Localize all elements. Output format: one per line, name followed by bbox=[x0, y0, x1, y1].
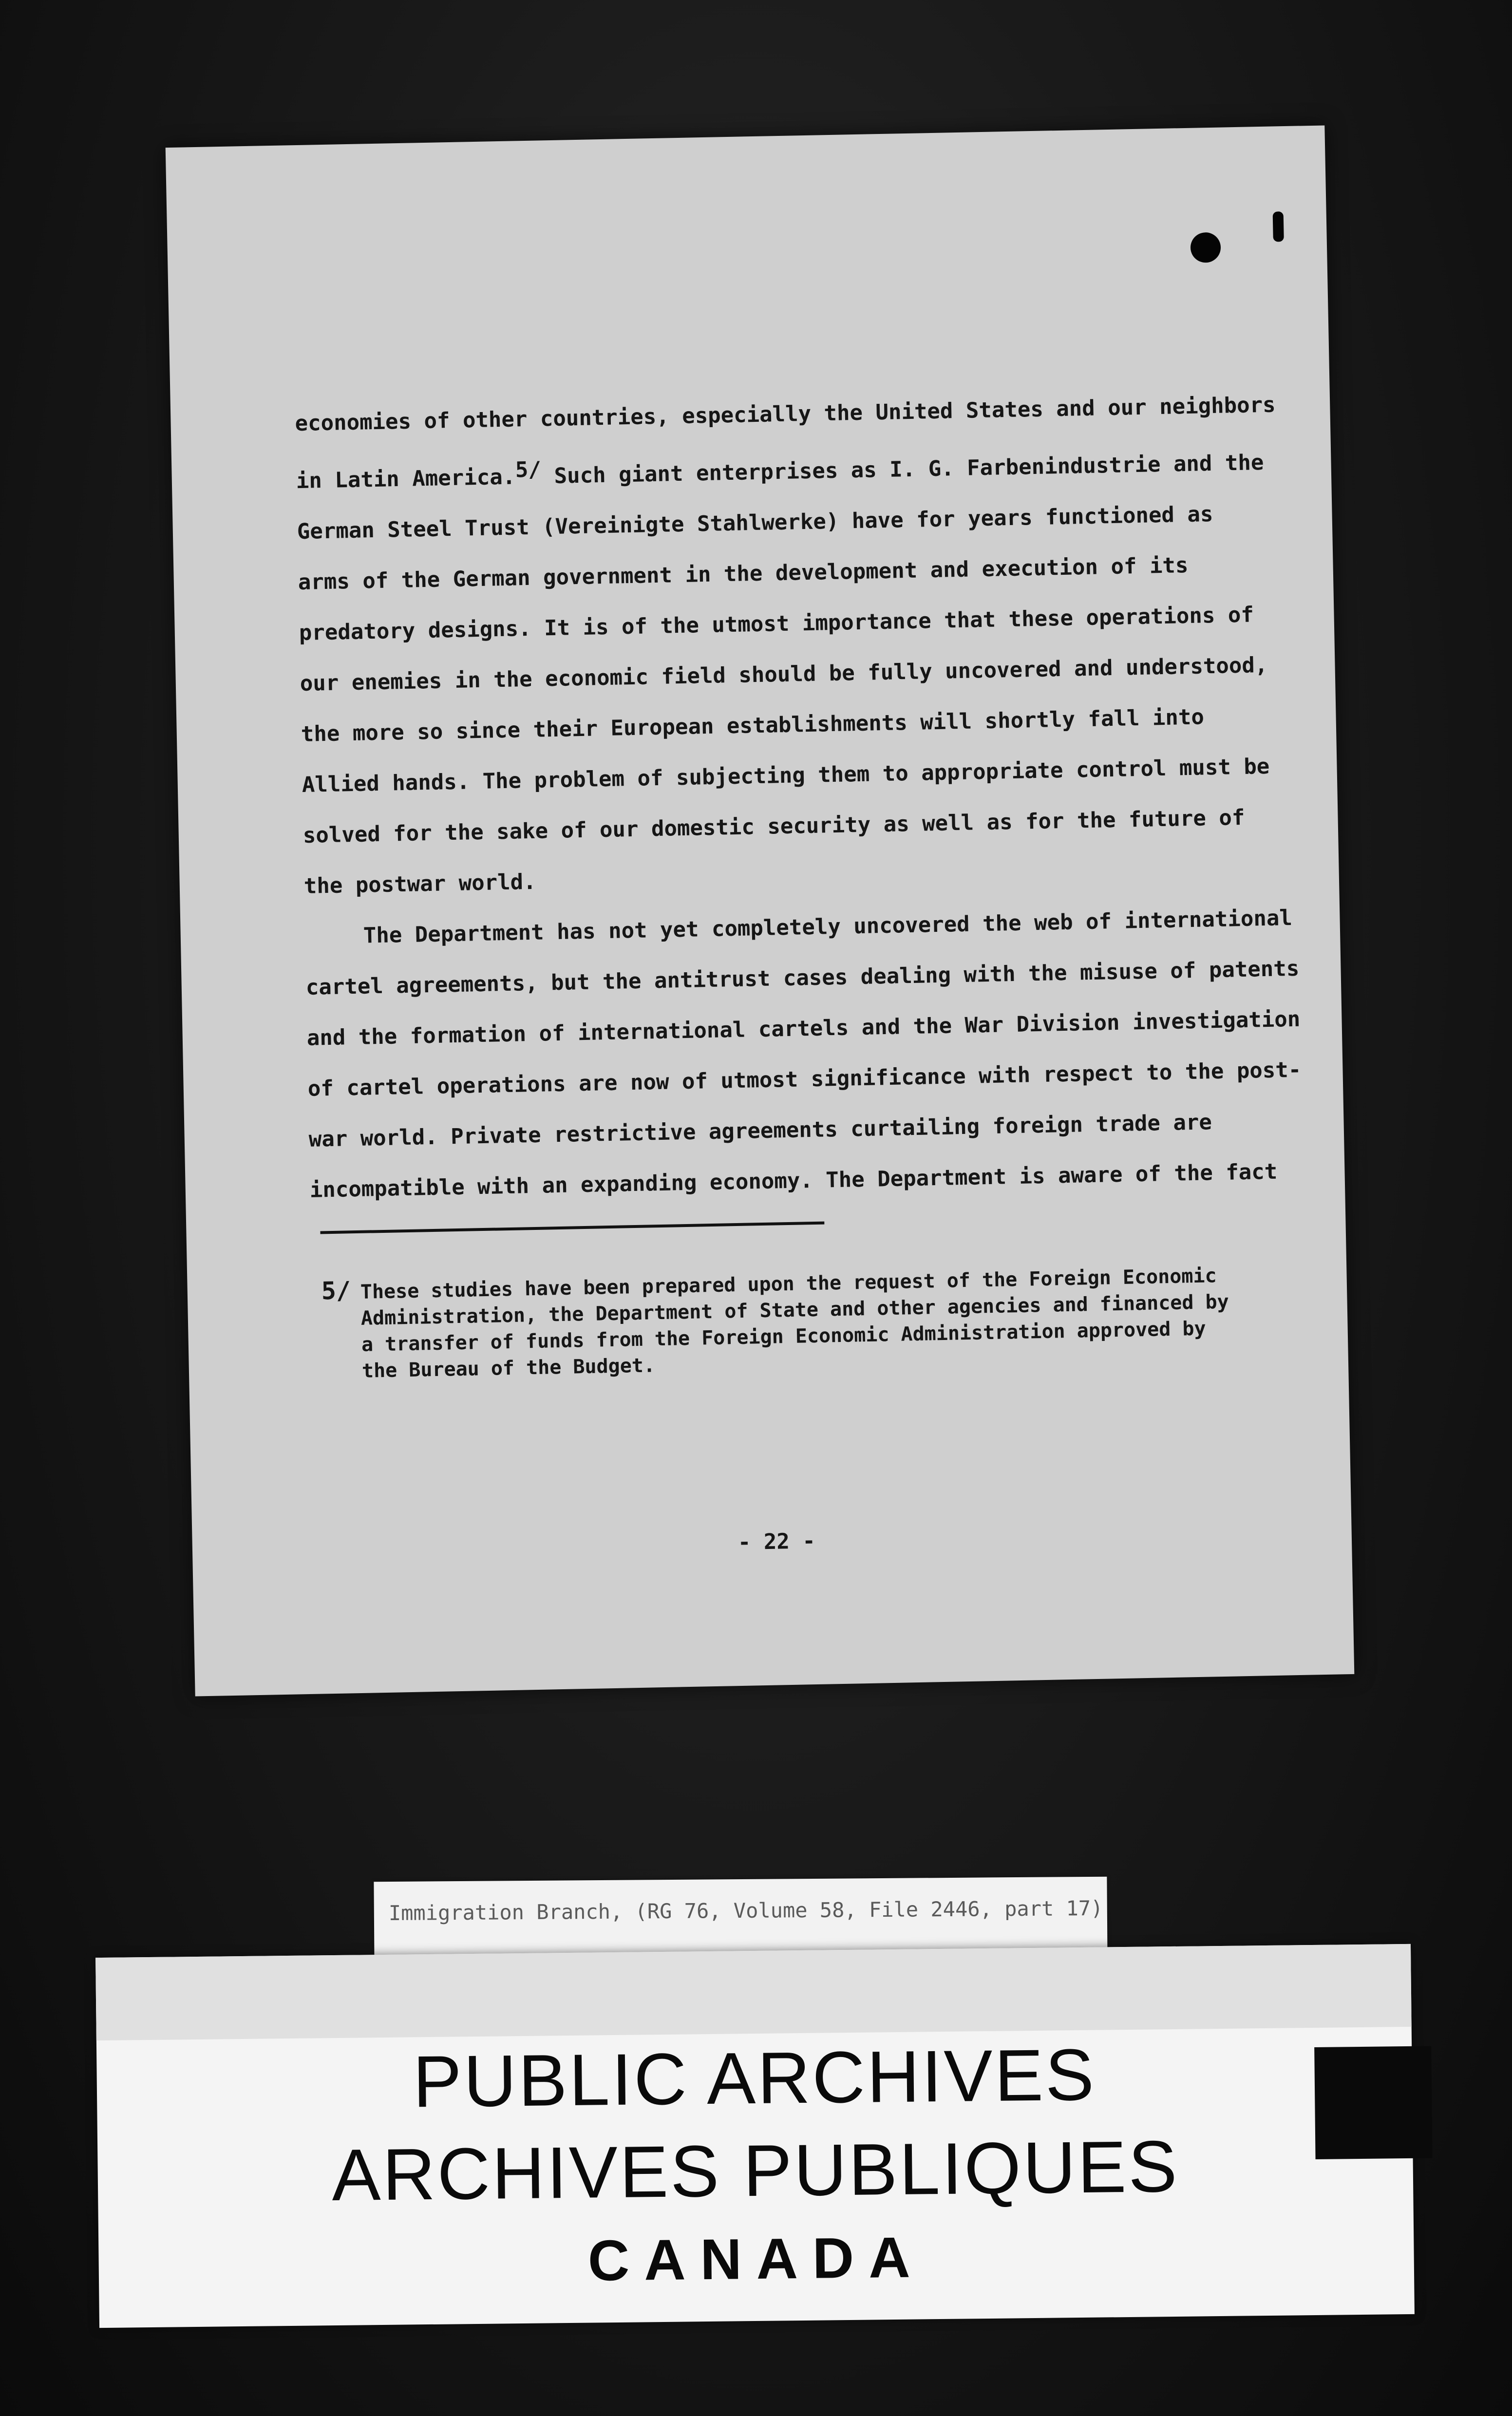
body-line: incompatible with an expanding economy. The Department is aware of the fact bbox=[309, 1159, 1278, 1203]
stamp-line-country: CANADA bbox=[587, 2225, 925, 2293]
body-line: the postwar world. bbox=[303, 869, 537, 899]
body-line: Allied hands. The problem of subjecting them to appropriate control must be bbox=[302, 754, 1270, 797]
staple-mark bbox=[1273, 211, 1284, 242]
body-line: cartel agreements, but the antitrust cases dealing with the misuse of patents bbox=[305, 956, 1300, 1000]
body-line: arms of the German government in the development and execution of its bbox=[298, 552, 1189, 595]
stamp-line-french: ARCHIVES PUBLIQUES bbox=[331, 2125, 1180, 2216]
archive-stamp-card bbox=[95, 1944, 1415, 2328]
body-line: in Latin America.$^{5/}$ Such giant enterprises as I. G. Farbenindustrie and the bbox=[296, 450, 1264, 494]
footnote-divider bbox=[320, 1222, 824, 1234]
body-line: solved for the sake of our domestic security as well as for the future of bbox=[302, 805, 1245, 848]
body-line: and the formation of international cartels and the War Division investigation bbox=[306, 1006, 1301, 1051]
body-text bbox=[295, 381, 1302, 1216]
stamp-top-strip bbox=[95, 1944, 1412, 2040]
body-line: of cartel operations are now of utmost significance with respect to the post- bbox=[307, 1057, 1302, 1101]
footnote-mark: 5/ bbox=[321, 1276, 351, 1305]
footnote-reference: 5/ bbox=[515, 457, 542, 483]
body-line: economies of other countries, especially the United States and our neighbors bbox=[295, 392, 1276, 436]
punch-hole-mark bbox=[1190, 232, 1221, 263]
body-line: predatory designs. It is of the utmost importance that these operations of bbox=[299, 602, 1254, 646]
reference-label-text: Immigration Branch, (RG 76, Volume 58, File 2446, part 17) bbox=[388, 1896, 1103, 1925]
footnote-text: These studies have been prepared upon the request of the Foreign Economic Administration, the Department of State and other agencies and financed by a transfer of funds from the Foreign Economic Administration approved by the Bureau of the Budget. bbox=[360, 1265, 1229, 1382]
body-line: the more so since their European establishments will shortly fall into bbox=[301, 704, 1205, 747]
body-line: German Steel Trust (Vereinigte Stahlwerke) have for years functioned as bbox=[297, 501, 1213, 545]
body-line: our enemies in the economic field should be fully uncovered and understood, bbox=[300, 652, 1268, 697]
body-line: The Department has not yet completely uncovered the web of international bbox=[363, 906, 1293, 948]
document-page bbox=[166, 125, 1355, 1696]
body-line: war world. Private restrictive agreements curtailing foreign trade are bbox=[308, 1110, 1212, 1152]
footnote bbox=[321, 1262, 1248, 1385]
stamp-line-english: PUBLIC ARCHIVES bbox=[412, 2033, 1096, 2123]
page-number: - 22 - bbox=[737, 1529, 816, 1555]
